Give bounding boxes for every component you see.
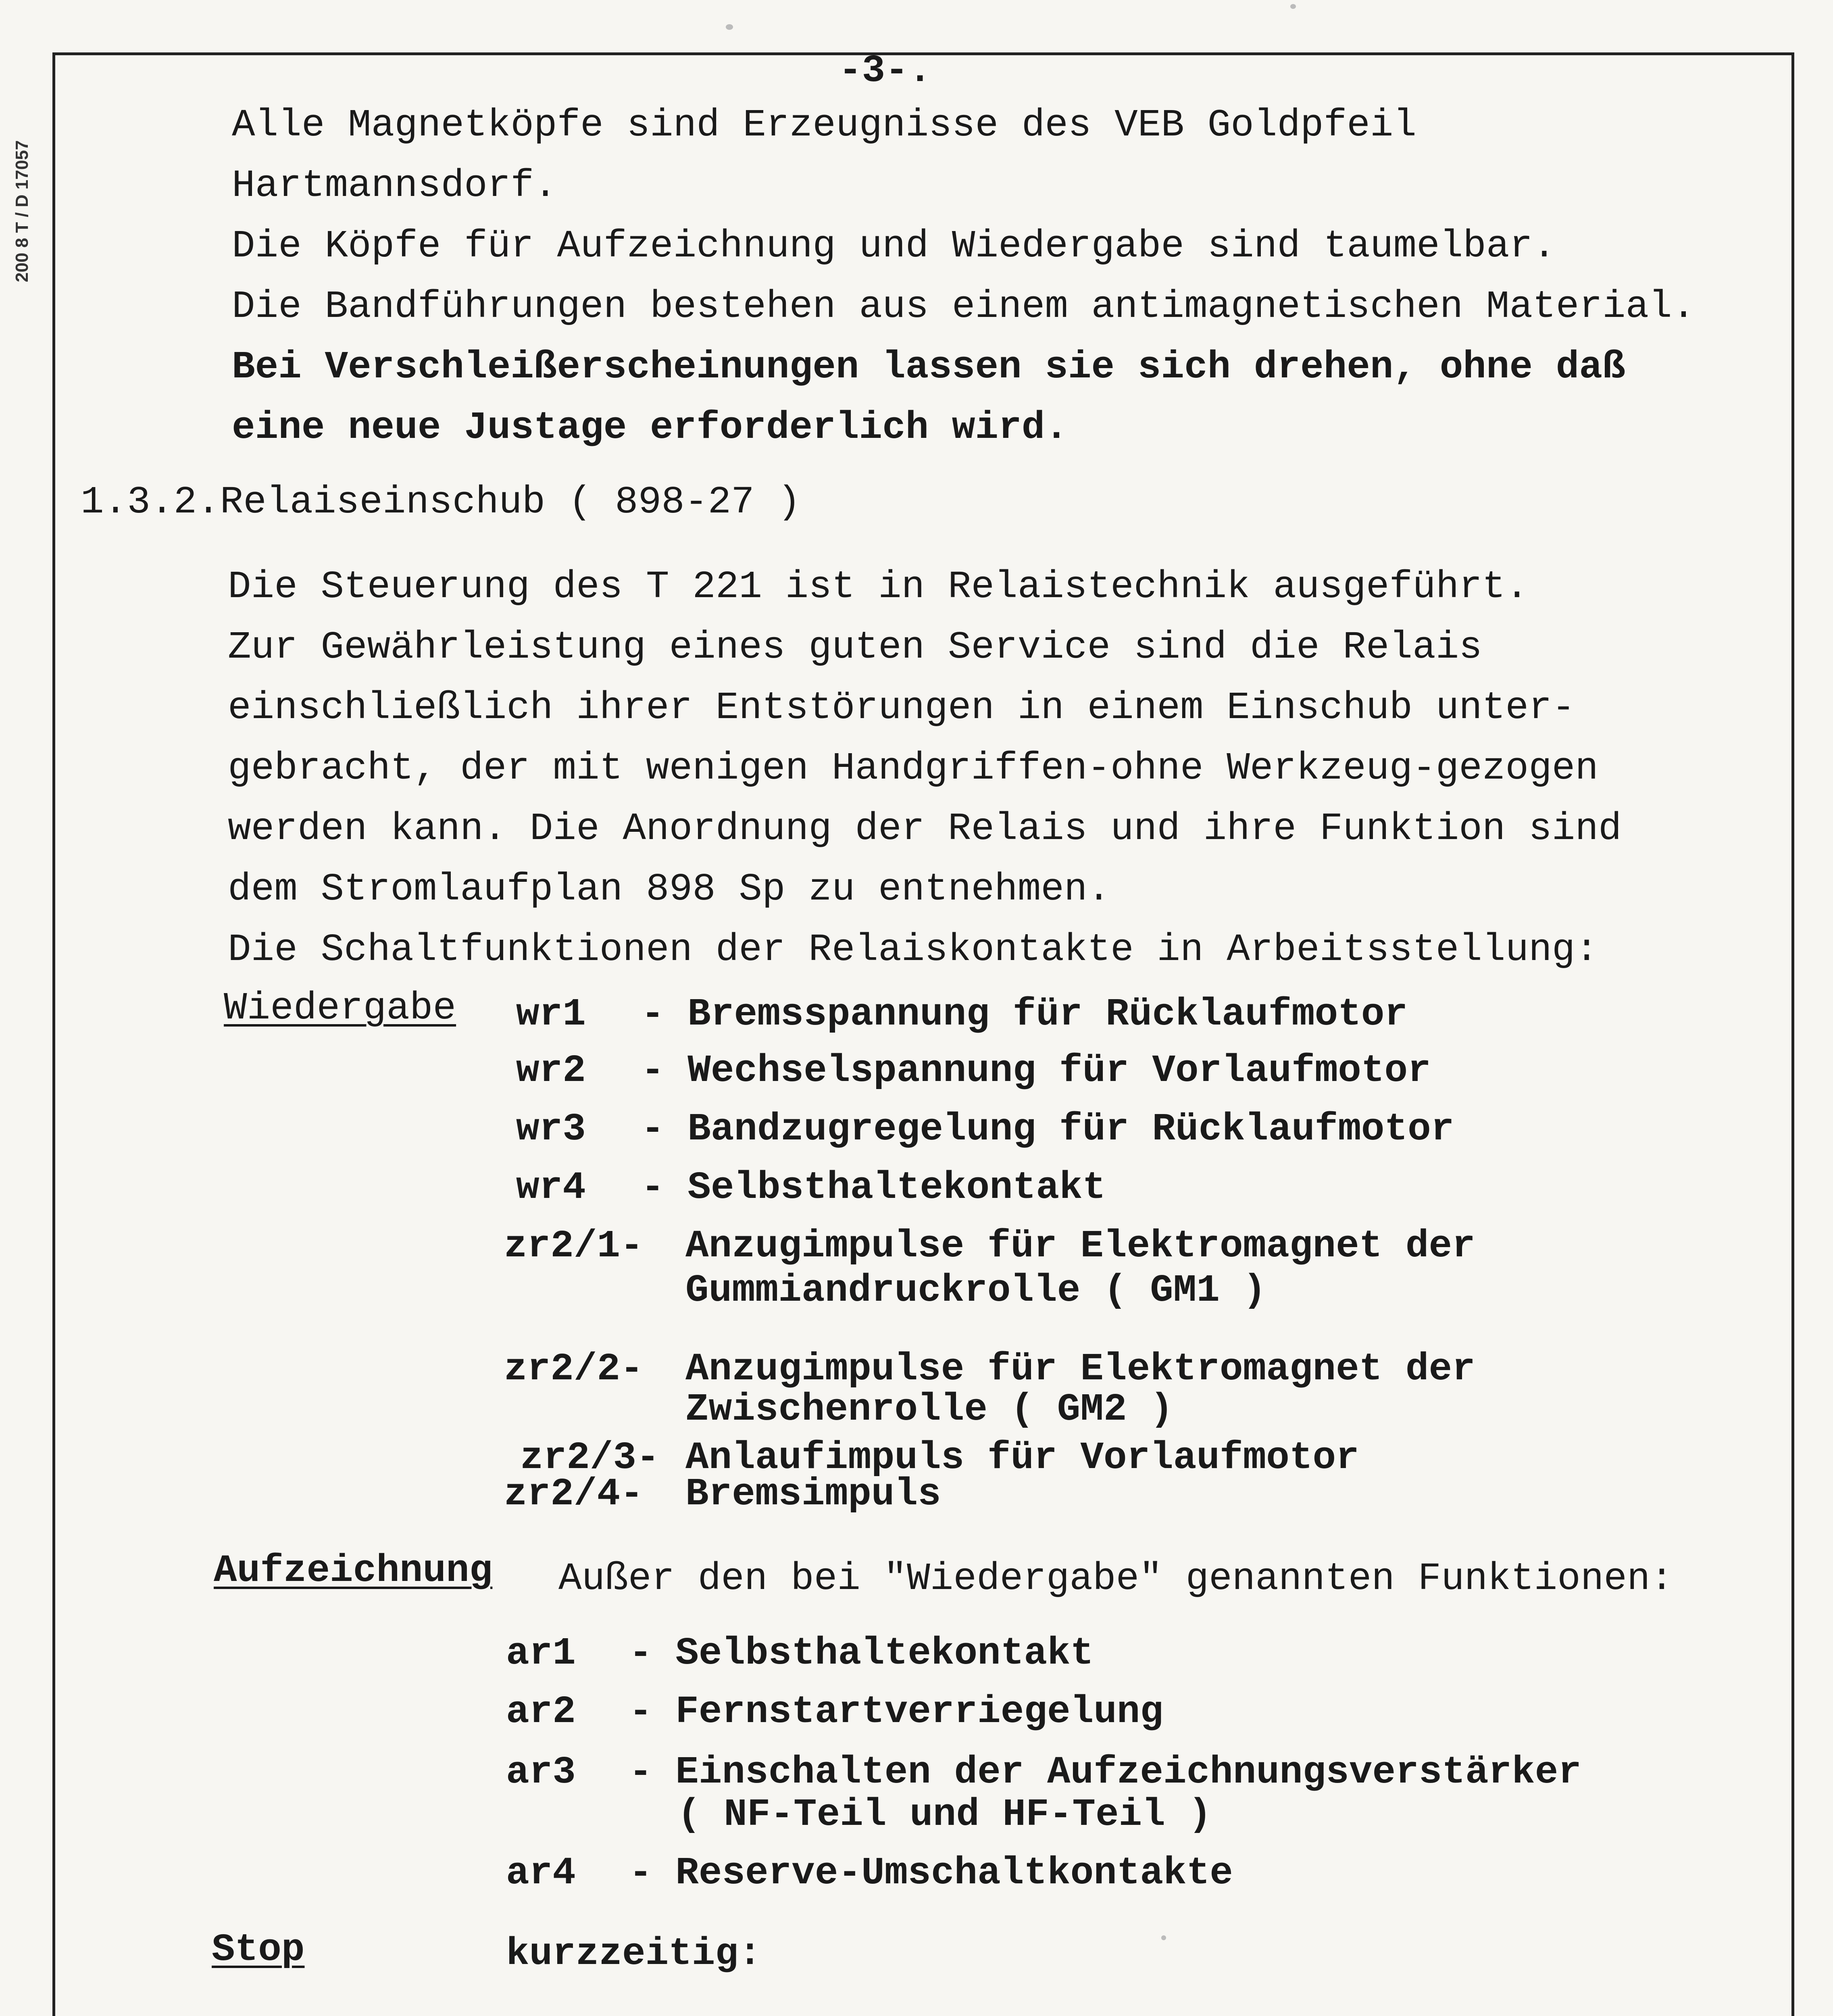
text-wr2: - Wechselspannung für Vorlaufmotor	[641, 1049, 1431, 1093]
scan-speck	[726, 24, 733, 30]
intro-line-1: Alle Magnetköpfe sind Erzeugnisse des VEB Goldpfeil	[232, 103, 1417, 147]
text-ar4: - Reserve-Umschaltkontakte	[629, 1851, 1233, 1895]
code-ar3: ar3	[506, 1750, 576, 1794]
label-wiedergabe: Wiedergabe	[224, 986, 456, 1030]
margin-print-code-top: 200 8 T / D 17057	[12, 140, 32, 282]
body-line-2: Zur Gewährleistung eines guten Service sind die Relais	[228, 625, 1482, 669]
text-ar3-cont: ( NF-Teil und HF-Teil )	[677, 1793, 1212, 1837]
code-wr3: wr3	[516, 1107, 586, 1151]
text-zr2-2: Anzugimpulse für Elektromagnet der	[685, 1347, 1475, 1391]
intro-line-4: Die Bandführungen bestehen aus einem antimagnetischen Material.	[232, 285, 1696, 329]
note-stop: kurzzeitig:	[506, 1932, 762, 1976]
text-wr1: - Bremsspannung für Rücklaufmotor	[641, 992, 1408, 1036]
code-ar2: ar2	[506, 1690, 576, 1734]
text-wr3: - Bandzugregelung für Rücklaufmotor	[641, 1107, 1454, 1151]
intro-line-2: Hartmannsdorf.	[232, 164, 557, 208]
code-zr2-1: zr2/1-	[504, 1224, 644, 1268]
page-number-top: -3-.	[839, 49, 932, 93]
code-wr2: wr2	[516, 1049, 586, 1093]
code-zr2-2: zr2/2-	[504, 1347, 644, 1391]
intro-line-6: eine neue Justage erforderlich wird.	[232, 406, 1068, 450]
body-line-4: gebracht, der mit wenigen Handgriffen-ohne Werkzeug-gezogen	[228, 746, 1598, 790]
body-line-3: einschließlich ihrer Entstörungen in einem Einschub unter-	[228, 686, 1575, 730]
code-ar1: ar1	[506, 1631, 576, 1675]
code-wr1: wr1	[516, 992, 586, 1036]
note-aufzeichnung: Außer den bei "Wiedergabe" genannten Funktionen:	[558, 1557, 1674, 1601]
code-zr2-3: zr2/3-	[520, 1436, 660, 1480]
text-zr2-1-cont: Gummiandruckrolle ( GM1 )	[685, 1268, 1266, 1312]
intro-line-5: Bei Verschleißerscheinungen lassen sie sich drehen, ohne daß	[232, 345, 1626, 389]
text-zr2-4: Bremsimpuls	[685, 1472, 941, 1516]
text-zr2-2-cont: Zwischenrolle ( GM2 )	[685, 1387, 1173, 1431]
text-ar2: - Fernstartverriegelung	[629, 1690, 1164, 1734]
text-ar1: - Selbsthaltekontakt	[629, 1631, 1094, 1675]
code-wr4: wr4	[516, 1166, 586, 1210]
scan-speck	[1161, 1935, 1166, 1940]
scan-speck	[1290, 4, 1296, 9]
text-zr2-3: Anlaufimpuls für Vorlaufmotor	[685, 1436, 1359, 1480]
label-stop: Stop	[212, 1928, 305, 1972]
label-aufzeichnung: Aufzeichnung	[214, 1549, 493, 1593]
code-zr2-4: zr2/4-	[504, 1472, 644, 1516]
body-line-6: dem Stromlaufplan 898 Sp zu entnehmen.	[228, 867, 1111, 911]
text-ar3: - Einschalten der Aufzeichnungsverstärker	[629, 1750, 1581, 1794]
code-ar4: ar4	[506, 1851, 576, 1895]
body-line-5: werden kann. Die Anordnung der Relais und ihre Funktion sind	[228, 807, 1622, 851]
section-heading: 1.3.2.Relaiseinschub ( 898-27 )	[81, 480, 801, 524]
body-line-1: Die Steuerung des T 221 ist in Relaistechnik ausgeführt.	[228, 565, 1529, 609]
text-wr4: - Selbsthaltekontakt	[641, 1166, 1106, 1210]
intro-line-3: Die Köpfe für Aufzeichnung und Wiedergabe sind taumelbar.	[232, 224, 1556, 268]
body-line-7: Die Schaltfunktionen der Relaiskontakte in Arbeitsstellung:	[228, 928, 1598, 972]
text-zr2-1: Anzugimpulse für Elektromagnet der	[685, 1224, 1475, 1268]
